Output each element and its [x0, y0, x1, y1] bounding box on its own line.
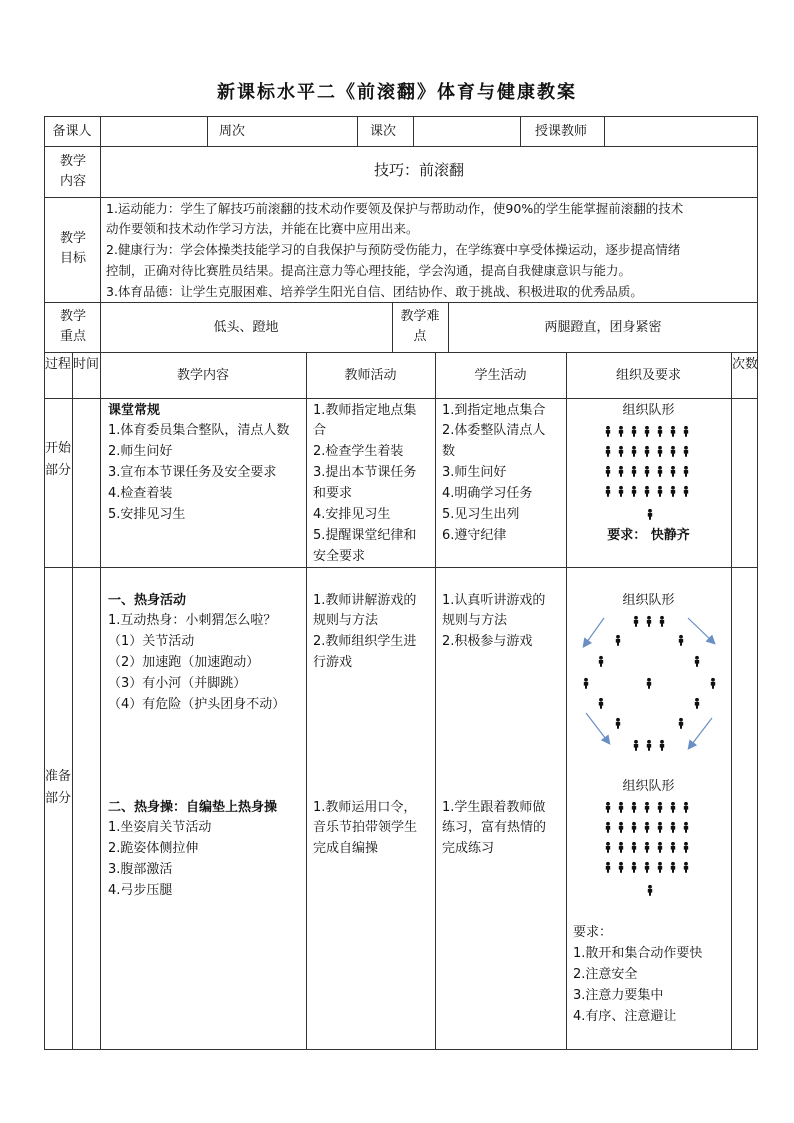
student-activity-header: 学生活动 — [474, 368, 527, 383]
student-figure-icon — [632, 486, 636, 497]
prep-student2-line: 完成练习 — [442, 841, 495, 856]
student-figure-icon — [648, 509, 652, 520]
goal-line: 3.体育品德：让学生克服困难、培养学生阳光自信、团结协作、敢于挑战、积极进取的优秀品质。 — [106, 284, 643, 299]
start-content-title: 课堂常规 — [108, 403, 161, 418]
prep-teacher1-line: 规则与方法 — [313, 613, 379, 628]
student-figure-icon — [671, 486, 675, 497]
prep-part1-title: 一、热身活动 — [108, 593, 187, 608]
prep-section-label: 准备部分 — [45, 769, 72, 806]
student-figure-icon — [658, 486, 662, 497]
student-figure-icon — [711, 678, 715, 689]
student-figure-icon — [684, 466, 688, 477]
student-figure-icon — [619, 486, 623, 497]
student-figure-icon — [658, 822, 662, 833]
student-figure-icon — [634, 740, 638, 751]
prep-teacher2-line: 完成自编操 — [313, 841, 379, 856]
circle-formation-diagram — [566, 608, 731, 756]
prep-part2-line: 1.坐姿肩关节活动 — [108, 820, 212, 835]
student-figure-icon — [684, 862, 688, 873]
student-figure-icon — [634, 616, 638, 627]
start-teacher-line: 合 — [313, 423, 327, 438]
start-student-line: 1.到指定地点集合 — [442, 403, 546, 418]
content-header: 教学内容 — [176, 368, 229, 383]
prep-teacher1-line: 1.教师讲解游戏的 — [313, 593, 417, 608]
page-title: 新课标水平二《前滚翻》体育与健康教案 — [217, 82, 577, 103]
prep-part1-line: 1.互动热身：小刺猬怎么啦？ — [108, 613, 277, 628]
student-figure-icon — [647, 616, 651, 627]
prep-part2-line: 2.跪姿体侧拉伸 — [108, 841, 199, 856]
student-figure-icon — [606, 426, 610, 437]
process-header: 过程 — [45, 357, 72, 372]
prep-student2-line: 1.学生跟着教师做 — [442, 800, 546, 815]
prep-teacher2-line: 1.教师运用口令， — [313, 800, 417, 815]
start-teacher-line: 2.检查学生着装 — [313, 444, 404, 459]
prep-student1-line: 规则与方法 — [442, 613, 508, 628]
start-student-line: 2.体委整队清点人 — [442, 423, 546, 438]
student-figure-icon — [645, 446, 649, 457]
student-figure-icon — [632, 466, 636, 477]
count-header: 次数 — [732, 357, 759, 372]
student-figure-icon — [684, 802, 688, 813]
prep-part2-line: 4.弓步压腿 — [108, 883, 173, 898]
goal-line: 控制，正确对待比赛胜员结果。提高注意力等心理技能，学会沟通，提高自我健康意识与能力。 — [106, 263, 632, 278]
prep-requirement-line: 4.有序、注意避让 — [573, 1009, 677, 1024]
student-figure-icon — [606, 802, 610, 813]
student-figure-icon — [671, 822, 675, 833]
prep-part1-line: （2）加速跑（加速跑动） — [108, 655, 260, 670]
student-figure-icon — [619, 446, 623, 457]
student-figure-icon — [584, 678, 588, 689]
teacher-activity-header: 教师活动 — [344, 368, 397, 383]
start-student-line: 数 — [442, 444, 456, 459]
preparer-label: 备课人 — [52, 124, 92, 139]
week-label: 周次 — [219, 124, 246, 139]
student-figure-icon — [695, 698, 699, 709]
student-figure-icon — [684, 486, 688, 497]
student-figure-icon — [632, 842, 636, 853]
prep-part1-line: （3）有小河（并脚跳） — [108, 676, 247, 691]
student-figure-icon — [606, 466, 610, 477]
goal-line: 2.健康行为：学会体操类技能学习的自我保护与预防受伤能力，在学练赛中享受体操运动，逐步提高情绪 — [106, 242, 681, 257]
difficulty-value: 两腿蹬直，团身紧密 — [544, 320, 662, 335]
goal-line: 动作要领和技术动作学习方法，并能在比赛中应用出来。 — [106, 221, 419, 236]
student-figure-icon — [658, 466, 662, 477]
student-figure-icon — [619, 466, 623, 477]
prep-requirement-line: 1.散开和集合动作要快 — [573, 946, 703, 961]
prep-student1-line: 1.认真听讲游戏的 — [442, 593, 546, 608]
student-figure-icon — [684, 842, 688, 853]
prep-teacher1-line: 2.教师组织学生进 — [313, 634, 417, 649]
student-figure-icon — [645, 862, 649, 873]
student-figure-icon — [632, 802, 636, 813]
key-point-label: 教学重点 — [59, 309, 86, 344]
prep-requirements-title: 要求： — [573, 925, 613, 940]
prep-teacher2-line: 音乐节拍带领学生 — [313, 820, 418, 835]
content-value: 技巧：前滚翻 — [374, 161, 465, 179]
prep-teacher1-line: 行游戏 — [313, 655, 353, 670]
prep-requirement-line: 3.注意力要集中 — [573, 988, 664, 1003]
prep-part1-line: （1）关节活动 — [108, 634, 195, 649]
student-figure-icon — [616, 635, 620, 646]
start-content-line: 4.检查着装 — [108, 486, 173, 501]
student-figure-icon — [658, 426, 662, 437]
start-section-label: 开始部分 — [45, 441, 72, 478]
start-requirement: 要求： 快静齐 — [607, 528, 690, 543]
student-figure-icon — [684, 426, 688, 437]
student-figure-icon — [671, 446, 675, 457]
student-figure-icon — [632, 426, 636, 437]
lesson-label: 课次 — [370, 124, 397, 139]
student-figure-icon — [671, 802, 675, 813]
student-figure-icon — [606, 446, 610, 457]
student-figure-icon — [645, 426, 649, 437]
student-figure-icon — [679, 635, 683, 646]
start-student-line: 3.师生问好 — [442, 465, 507, 480]
start-formation-title: 组织队形 — [622, 403, 675, 418]
student-figure-icon — [645, 802, 649, 813]
student-figure-icon — [606, 486, 610, 497]
student-figure-icon — [606, 822, 610, 833]
direction-arrow-icon — [689, 718, 712, 748]
start-student-line: 4.明确学习任务 — [442, 486, 533, 501]
student-figure-icon — [660, 740, 664, 751]
start-teacher-line: 3.提出本节课任务 — [313, 465, 417, 480]
student-figure-icon — [684, 822, 688, 833]
student-figure-icon — [671, 426, 675, 437]
prep-student2-line: 练习，富有热情的 — [442, 820, 547, 835]
student-figure-icon — [658, 842, 662, 853]
organization-header: 组织及要求 — [615, 368, 681, 383]
student-figure-icon — [619, 822, 623, 833]
direction-arrow-icon — [586, 713, 609, 743]
student-figure-icon — [616, 718, 620, 729]
goals-label: 教学目标 — [59, 231, 86, 266]
student-figure-icon — [671, 842, 675, 853]
goal-line: 1.运动能力：学生了解技巧前滚翻的技术动作要领及保护与帮助动作，使90%的学生能掌握前滚翻的技术 — [106, 201, 684, 216]
student-figure-icon — [660, 616, 664, 627]
start-teacher-line: 安全要求 — [313, 549, 366, 564]
teacher-label: 授课教师 — [535, 124, 588, 139]
prep-part1-line: （4）有危险（护头团身不动） — [108, 697, 286, 712]
student-figure-icon — [606, 842, 610, 853]
student-figure-icon — [619, 842, 623, 853]
student-figure-icon — [658, 446, 662, 457]
start-teacher-line: 1.教师指定地点集 — [313, 403, 417, 418]
start-teacher-line: 5.提醒课堂纪律和 — [313, 528, 417, 543]
student-figure-icon — [599, 698, 603, 709]
prep-part2-title: 二、热身操：自编垫上热身操 — [108, 800, 278, 815]
student-figure-icon — [671, 862, 675, 873]
difficulty-label: 教学难点 — [400, 309, 440, 344]
student-figure-icon — [619, 862, 623, 873]
key-point-value: 低头、蹬地 — [213, 320, 279, 335]
student-figure-icon — [632, 822, 636, 833]
direction-arrow-icon — [584, 618, 604, 646]
student-figure-icon — [671, 466, 675, 477]
direction-arrow-icon — [688, 618, 714, 643]
student-figure-icon — [658, 802, 662, 813]
prep-formation2-diagram — [566, 796, 731, 896]
student-figure-icon — [695, 656, 699, 667]
start-teacher-line: 和要求 — [313, 486, 353, 501]
start-content-line: 3.宣布本节课任务及安全要求 — [108, 465, 277, 480]
student-figure-icon — [619, 426, 623, 437]
prep-requirement-line: 2.注意安全 — [573, 967, 638, 982]
start-content-line: 1.体育委员集合整队，清点人数 — [108, 423, 290, 438]
start-content-line: 5.安排见习生 — [108, 507, 186, 522]
student-figure-icon — [632, 446, 636, 457]
start-teacher-line: 4.安排见习生 — [313, 507, 391, 522]
prep-student1-line: 2.积极参与游戏 — [442, 634, 533, 649]
student-figure-icon — [658, 862, 662, 873]
start-formation-diagram — [566, 420, 731, 520]
student-figure-icon — [606, 862, 610, 873]
student-figure-icon — [645, 486, 649, 497]
prep-part2-line: 3.腹部激活 — [108, 862, 173, 877]
student-figure-icon — [684, 446, 688, 457]
student-figure-icon — [619, 802, 623, 813]
content-label: 教学内容 — [59, 154, 86, 189]
prep-formation2-title: 组织队形 — [622, 779, 675, 794]
start-student-line: 5.见习生出列 — [442, 507, 520, 522]
student-figure-icon — [647, 678, 651, 689]
start-content-line: 2.师生问好 — [108, 444, 173, 459]
time-header: 时间 — [73, 357, 100, 372]
student-figure-icon — [599, 656, 603, 667]
start-student-line: 6.遵守纪律 — [442, 528, 507, 543]
student-figure-icon — [647, 740, 651, 751]
student-figure-icon — [648, 885, 652, 896]
student-figure-icon — [645, 466, 649, 477]
student-figure-icon — [645, 842, 649, 853]
student-figure-icon — [632, 862, 636, 873]
student-figure-icon — [679, 718, 683, 729]
prep-formation1-title: 组织队形 — [622, 593, 675, 608]
student-figure-icon — [645, 822, 649, 833]
